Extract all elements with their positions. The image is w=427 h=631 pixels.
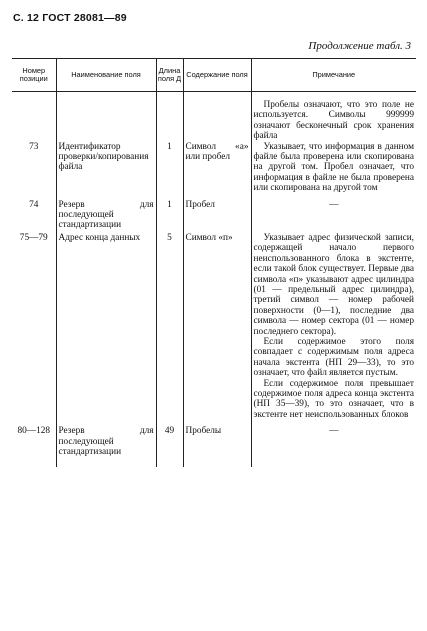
table-header-row bbox=[12, 59, 416, 92]
cell-field-name: Резерв для последующей стандартизации bbox=[56, 420, 156, 457]
table-row bbox=[12, 457, 416, 467]
cell-field-name: Идентификатор проверки/копирования файла bbox=[56, 142, 156, 194]
note-dash: — bbox=[329, 199, 339, 210]
cell-position: 74 bbox=[29, 199, 39, 210]
note-text: Если содержимое поля превышает содержимое поля адреса конца экстента (НП 35—39), то это означает, что в экстенте нет неиспользованных блоков bbox=[253, 378, 414, 420]
table-continuation-label: Продолжение табл. 3 bbox=[308, 40, 411, 52]
header-field-length: Длина поля Д bbox=[156, 59, 183, 92]
cell-position: 73 bbox=[29, 141, 39, 152]
cell-field-content: Символ «п» bbox=[183, 231, 251, 420]
header-note: Примечание bbox=[251, 59, 416, 92]
table-row bbox=[12, 420, 416, 457]
header-position: Номер позиции bbox=[12, 59, 56, 92]
cell-position: 80—128 bbox=[17, 426, 51, 437]
cell-field-content: Пробелы bbox=[183, 420, 251, 457]
note-dash: — bbox=[329, 426, 339, 437]
table-row bbox=[12, 194, 416, 231]
page-header: С. 12 ГОСТ 28081—89 bbox=[13, 12, 127, 24]
note-text: Указывает, что информация в данном файле была проверена или скопирована на другой том. Пробел означает, что информация в файле не была проверена или скопирована на другой том bbox=[253, 141, 414, 194]
table-row bbox=[12, 231, 416, 420]
note-text: Указывает адрес физической записи, содержащей начало первого неиспользованного блока в экстенте, если такой блок существует. Первые два символа «п» указывают адрес цилиндра (01 — предельный адрес цилиндра), третий символ — номер рабочей поверхности (0—1), последние два символа — номер сектора (01 — номер последнего сектора). bbox=[253, 232, 414, 337]
cell-field-length: 49 bbox=[156, 420, 183, 457]
note-text: Пробелы означают, что это поле не используется. Символы 999999 означают бесконечный срок хранения файла bbox=[253, 100, 414, 142]
cell-field-content: Символ «а» или пробел bbox=[183, 142, 251, 194]
table-row bbox=[12, 142, 416, 194]
cell-field-content: Пробел bbox=[183, 194, 251, 231]
cell-field-name: Резерв для последующей стандартизации bbox=[56, 194, 156, 231]
fields-table bbox=[12, 58, 416, 467]
cell-position: 75—79 bbox=[19, 232, 48, 243]
header-field-name: Наименование поля bbox=[56, 59, 156, 92]
cell-field-length: 1 bbox=[156, 142, 183, 194]
cell-field-length: 5 bbox=[156, 231, 183, 420]
header-field-content: Содержание поля bbox=[183, 59, 251, 92]
cell-field-name: Адрес конца данных bbox=[56, 231, 156, 420]
cell-field-length: 1 bbox=[156, 194, 183, 231]
note-text: Если содержимое этого поля совпадает с содержимым поля адреса начала экстента (НП 29—33), то это означает, что файл является пустым. bbox=[253, 336, 414, 379]
table-row bbox=[12, 92, 416, 142]
